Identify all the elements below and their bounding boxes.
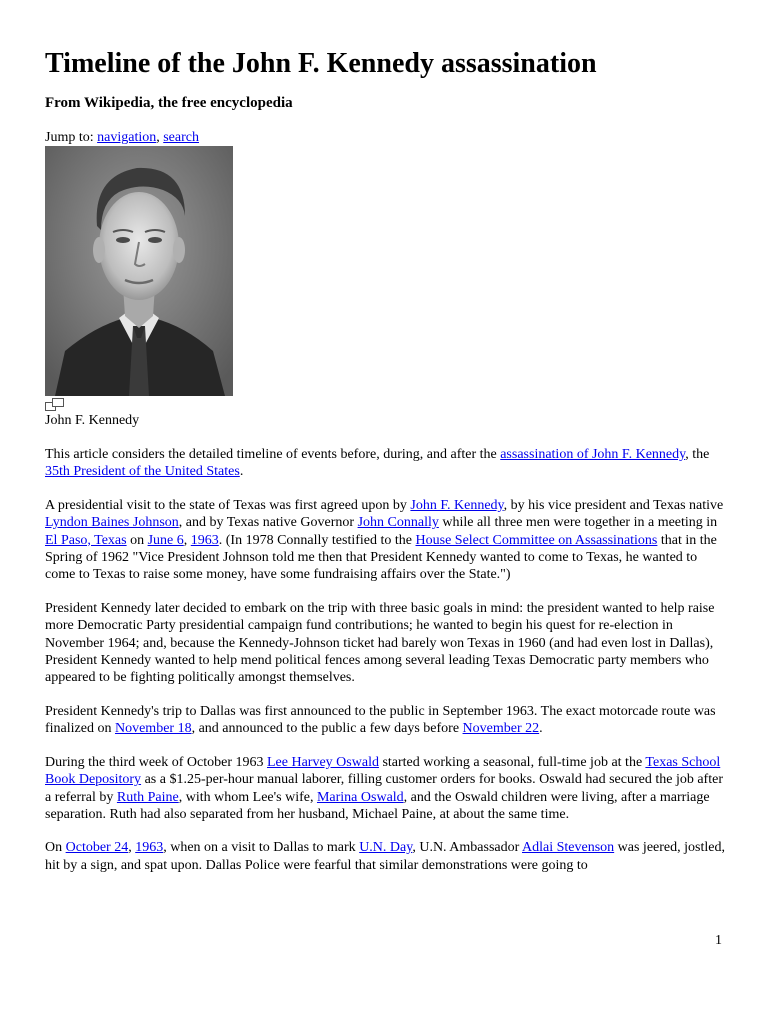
jump-prefix: Jump to: xyxy=(45,130,98,145)
text: , and by Texas native Governor xyxy=(178,515,358,531)
jump-separator: , xyxy=(156,130,164,145)
text: . (In 1978 Connally testified to the xyxy=(218,532,416,548)
marina-oswald-link[interactable]: Marina Oswald xyxy=(316,789,404,805)
connally-link[interactable]: John Connally xyxy=(357,515,439,531)
text: , U.N. Ambassador xyxy=(412,840,522,856)
el-paso-link[interactable]: El Paso, Texas xyxy=(45,532,127,548)
text: , xyxy=(128,840,136,856)
hsca-link[interactable]: House Select Committee on Assassinations xyxy=(415,532,658,548)
november-18-link[interactable]: November 18 xyxy=(114,721,192,737)
paragraph-trip-announced xyxy=(45,703,725,738)
text: . xyxy=(239,464,244,480)
lbj-link[interactable]: Lyndon Baines Johnson xyxy=(45,515,179,531)
search-link[interactable]: search xyxy=(163,130,199,145)
paragraph-visit-agreement xyxy=(45,497,725,584)
text: , the xyxy=(685,447,710,462)
text: that in the Spring of 1962 "Vice President Johnson told me then that President Kennedy wanted to come to Texas, he wanted to come to Texas to raise some money, have some fundraising affairs over the State.") xyxy=(45,532,717,583)
1963-link-2[interactable]: 1963 xyxy=(135,840,164,856)
assassination-link[interactable]: assassination of John F. Kennedy xyxy=(500,447,686,462)
paragraph-oswald-job xyxy=(45,754,725,824)
paragraph-intro xyxy=(45,446,725,481)
november-22-link[interactable]: November 22 xyxy=(462,721,540,737)
kennedy-portrait-photo[interactable] xyxy=(45,146,233,396)
text: started working a seasonal, full-time job at the xyxy=(378,754,646,770)
text: . xyxy=(539,721,543,737)
jump-to-links xyxy=(45,130,725,146)
text: , and the Oswald children were living, after a marriage separation. Ruth had also separated from her husband, Michael Paine, at about the same time. xyxy=(45,789,710,822)
text: , with whom Lee's wife, xyxy=(178,789,317,805)
text: was jeered, jostled, hit by a sign, and spat upon. Dallas Police were fearful that similar demonstrations were going to xyxy=(45,840,725,873)
june-6-link[interactable]: June 6 xyxy=(147,532,184,548)
text: During the third week of October 1963 xyxy=(45,754,267,770)
text: On xyxy=(45,840,66,856)
paragraph-stevenson xyxy=(45,839,725,874)
35th-president-link[interactable]: 35th President of the United States xyxy=(45,464,240,480)
text: , xyxy=(183,532,191,548)
text: , when on a visit to Dallas to mark xyxy=(163,840,360,856)
page-number: 1 xyxy=(715,933,722,948)
ruth-paine-link[interactable]: Ruth Paine xyxy=(116,789,179,805)
oswald-link[interactable]: Lee Harvey Oswald xyxy=(267,754,379,770)
text: on xyxy=(126,532,148,548)
text: President Kennedy's trip to Dallas was first announced to the public in September 1963. The exact motorcade route was finalized on xyxy=(45,703,716,737)
article xyxy=(45,40,725,874)
text: , and announced to the public a few days before xyxy=(191,721,463,737)
book-depository-link[interactable]: Texas School Book Depository xyxy=(45,754,721,788)
paragraph-goals: President Kennedy later decided to embark on the trip with three basic goals in mind: the president wanted to help raise more Democratic Party presidential campaign fund contributions; he wanted to begin his quest for re-election in November 1964; and, because the Kennedy-Johnson ticket had barely won Texas in 1960 (and had even lost in Dallas), President Kennedy wanted to help mend political fences among several leading Texas Democratic party members who appeared to be fighting politically amongst themselves. xyxy=(45,600,715,686)
text: as a $1.25-per-hour manual laborer, filling customer orders for books. Oswald had secured the job after a referral by xyxy=(45,772,723,805)
text: , by his vice president and Texas native xyxy=(503,497,724,513)
subtitle: From Wikipedia, the free encyclopedia xyxy=(45,95,293,111)
october-24-link[interactable]: October 24 xyxy=(65,840,129,856)
stevenson-link[interactable]: Adlai Stevenson xyxy=(522,840,615,856)
text: A presidential visit to the state of Texas was first agreed upon by xyxy=(45,497,411,513)
navigation-link[interactable]: navigation xyxy=(97,130,157,145)
jfk-link[interactable]: John F. Kennedy xyxy=(410,497,504,513)
enlarge-icon[interactable] xyxy=(45,398,65,412)
text: while all three men were together in a meeting in xyxy=(438,515,718,531)
un-day-link[interactable]: U.N. Day xyxy=(359,840,413,856)
text: This article considers the detailed timeline of events before, during, and after the xyxy=(45,447,501,462)
1963-link[interactable]: 1963 xyxy=(190,532,219,548)
page-title: Timeline of the John F. Kennedy assassination xyxy=(45,48,597,79)
image-caption: John F. Kennedy xyxy=(45,413,140,428)
